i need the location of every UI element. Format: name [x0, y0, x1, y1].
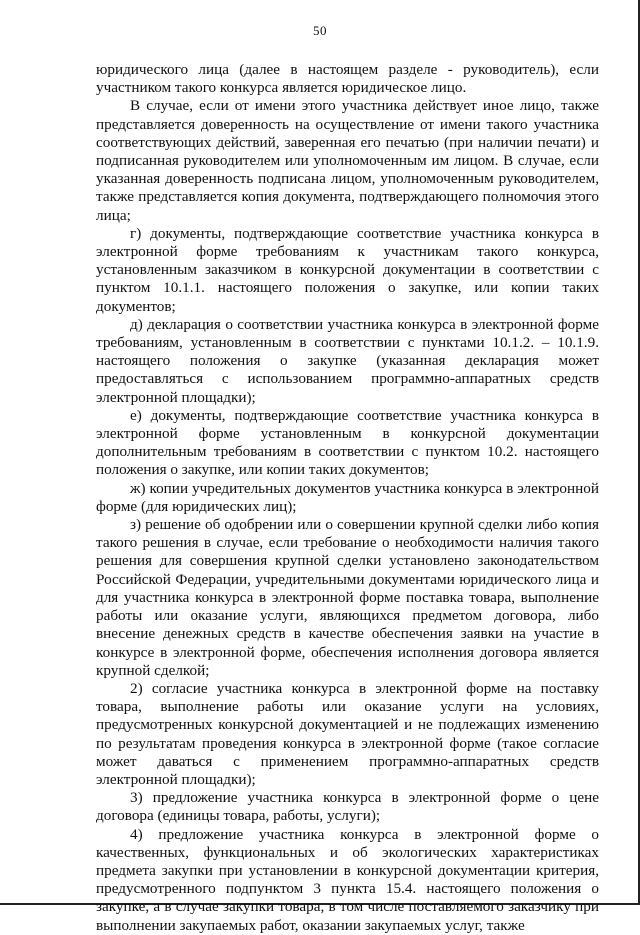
- paragraph-1: юридического лица (далее в настоящем разделе - руководитель), если участником такого конкурса является юридическое лицо.: [96, 61, 599, 97]
- paragraph-item-3: 3) предложение участника конкурса в электронной форме о цене договора (единицы товара, работы, услуги);: [96, 789, 599, 825]
- paragraph-item-4: 4) предложение участника конкурса в электронной форме о качественных, функциональных и об экологических характеристиках предмета закупки при установлении в конкурсной документации критерия, предусмотренного подпунктом 3 пункта 15.4. настоящего положения о закупке, а в случае закупки товара, в том числе поставляемого заказчику при выполнении закупаемых работ, оказании закупаемых услуг, также: [96, 825, 599, 934]
- paragraph-item-zh: ж) копии учредительных документов участника конкурса в электронной форме (для юридических лиц);: [96, 479, 599, 515]
- paragraph-item-d: д) декларация о соответствии участника конкурса в электронной форме требованиям, установленным в соответствии с пунктами 10.1.2. – 10.1.9. настоящего положения о закупке (указанная декларация может предоставляться с использованием программно-аппаратных средств электронной площадки);: [96, 315, 599, 406]
- paragraph-2: В случае, если от имени этого участника действует иное лицо, также представляется доверенность на осуществление от имени такого участника соответствующих действий, заверенная его печатью (при наличии печати) и подписанная руководителем или уполномоченным им лицом. В случае, если указанная доверенность подписана лицом, уполномоченным руководителем, также представляется копия документа, подтверждающего полномочия этого лица;: [96, 97, 599, 224]
- paragraph-item-g: г) документы, подтверждающие соответствие участника конкурса в электронной форме требованиям к участникам такого конкурса, установленным заказчиком в конкурсной документации в соответствии с пунктом 10.1.1. настоящего положения о закупке, или копии таких документов;: [96, 224, 599, 315]
- page-number: 50: [313, 23, 327, 38]
- paragraph-item-2: 2) согласие участника конкурса в электронной форме на поставку товара, выполнение работы или оказание услуги на условиях, предусмотренных конкурсной документацией и не подлежащих изменению по результатам проведения конкурса в электронной форме (такое согласие может даваться с применением программно-аппаратных средств электронной площадки);: [96, 679, 599, 788]
- paragraph-item-z: з) решение об одобрении или о совершении крупной сделки либо копия такого решения в случае, если требование о необходимости наличия такого решения для совершения крупной сделки установлено законодательством Российской Федерации, учредительными документами юридического лица и для участника конкурса в электронной форме поставка товара, выполнение работы или оказание услуги, являющихся предметом договора, либо внесение денежных средств в качестве обеспечения заявки на участие в конкурсе в электронной форме, обеспечения исполнения договора является крупной сделкой;: [96, 516, 599, 679]
- document-body: [96, 61, 599, 935]
- paragraph-item-e: е) документы, подтверждающие соответствие участника конкурса в электронной форме установленным в конкурсной документации дополнительным требованиям в соответствии с пунктом 10.2. настоящего положения о закупке, или копии таких документов;: [96, 406, 599, 479]
